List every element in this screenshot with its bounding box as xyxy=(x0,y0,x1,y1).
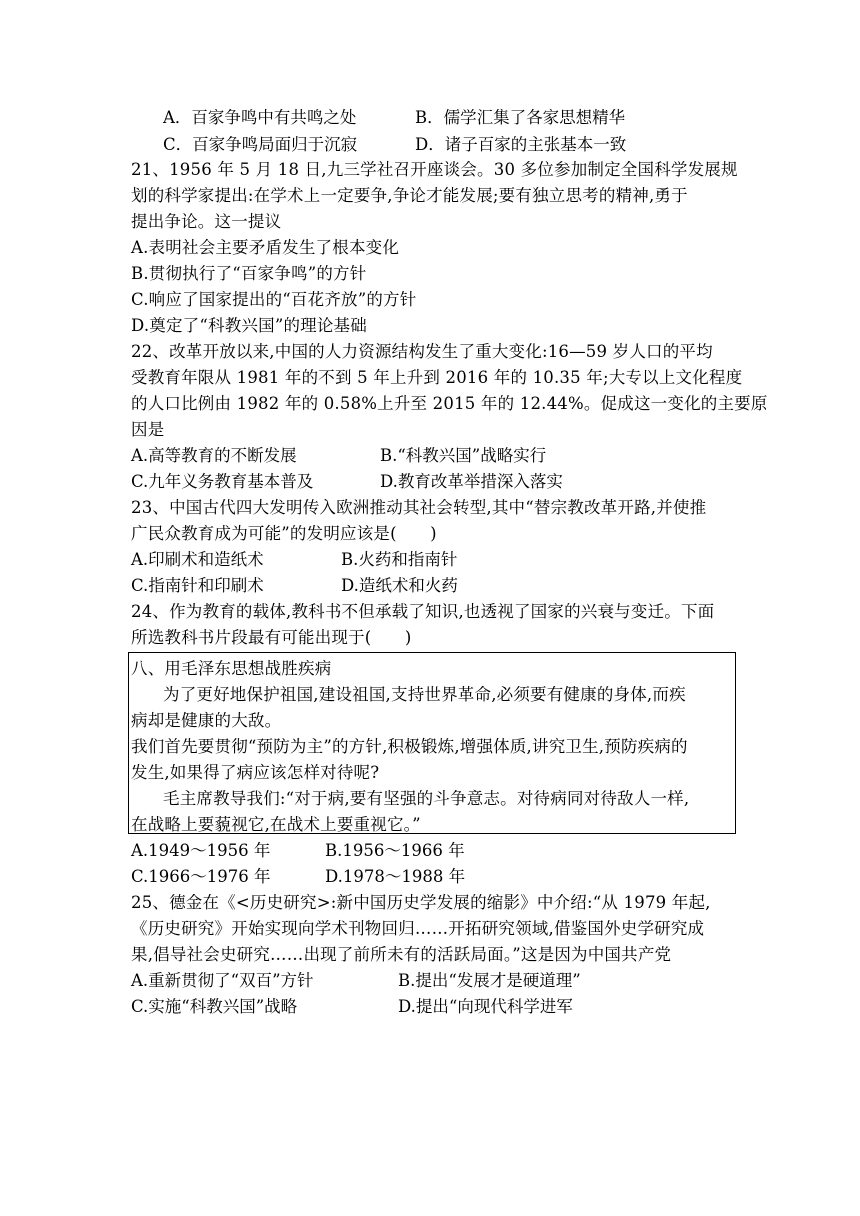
q21-stem-line-3: 提出争论。这一提议 xyxy=(131,212,282,231)
q23-stem-line-1: 23、中国古代四大发明传入欧洲推动其社会转型,其中“替宗教改革开路,并使推 xyxy=(131,498,707,517)
q25-stem-line-3: 果,倡导社会史研究……出现了前所未有的活跃局面。”这是因为中国共产党 xyxy=(131,945,672,964)
q22-stem-line-1: 22、改革开放以来,中国的人力资源结构发生了重大变化:16—59 岁人口的平均 xyxy=(131,342,713,361)
q21-stem-line-2: 划的科学家提出:在学术上一定要争,争论才能发展;要有独立思考的精神,勇于 xyxy=(131,186,688,205)
q25-option-a: A.重新贯彻了“双百”方针 xyxy=(131,971,314,990)
excerpt-paragraph-1: 为了更好地保护祖国,建设祖国,支持世界革命,必须要有健康的身体,而疾 xyxy=(163,685,686,704)
q23-option-d: D.造纸术和火药 xyxy=(341,576,458,595)
q23-option-c: C.指南针和印刷术 xyxy=(131,576,264,595)
prev-option-a: A．百家争鸣中有共鸣之处 xyxy=(163,108,357,127)
excerpt-paragraph-2-cont: 发生,如果得了病应该怎样对待呢? xyxy=(131,763,380,782)
q22-stem-line-3: 的人口比例由 1982 年的 0.58%上升至 2015 年的 12.44%。促成这一变化的主要原 xyxy=(131,394,768,413)
q21-option-d: D.奠定了“科教兴国”的理论基础 xyxy=(131,316,367,335)
q22-option-a: A.高等教育的不断发展 xyxy=(131,446,297,465)
q22-option-d: D.教育改革举措深入落实 xyxy=(380,472,563,491)
q21-option-a: A.表明社会主要矛盾发生了根本变化 xyxy=(131,238,400,257)
excerpt-paragraph-2: 我们首先要贯彻“预防为主”的方针,积极锻炼,增强体质,讲究卫生,预防疾病的 xyxy=(131,737,688,756)
q21-stem-line-1: 21、1956 年 5 月 18 日,九三学社召开座谈会。30 多位参加制定全国科学发展规 xyxy=(131,160,738,179)
q24-stem-line-1: 24、作为教育的载体,教科书不但承载了知识,也透视了国家的兴衰与变迁。下面 xyxy=(131,602,715,621)
q25-stem-line-1: 25、德金在《<历史研究>:新中国历史学发展的缩影》中介绍:“从 1979 年起, xyxy=(131,893,711,912)
excerpt-title: 八、用毛泽东思想战胜疾病 xyxy=(131,659,332,678)
q24-option-d: D.1978～1988 年 xyxy=(325,867,466,886)
q25-option-c: C.实施“科教兴国”战略 xyxy=(131,997,298,1016)
q23-option-a: A.印刷术和造纸术 xyxy=(131,550,264,569)
q24-option-b: B.1956～1966 年 xyxy=(325,841,465,860)
excerpt-paragraph-1-cont: 病却是健康的大敌。 xyxy=(131,711,282,730)
q21-option-b: B.贯彻执行了“百家争鸣”的方针 xyxy=(131,264,367,283)
excerpt-paragraph-3: 毛主席教导我们:“对于病,要有坚强的斗争意志。对待病同对待敌人一样, xyxy=(163,789,690,808)
prev-option-c: C．百家争鸣局面归于沉寂 xyxy=(163,135,358,154)
q22-option-b: B.“科教兴国”战略实行 xyxy=(380,446,547,465)
q25-option-b: B.提出“发展才是硬道理” xyxy=(398,971,581,990)
q23-option-b: B.火药和指南针 xyxy=(341,550,458,569)
q25-option-d: D.提出“向现代科学进军 xyxy=(398,997,573,1016)
q21-option-c: C.响应了国家提出的“百花齐放”的方针 xyxy=(131,290,417,309)
prev-option-d: D．诸子百家的主张基本一致 xyxy=(415,135,627,154)
q23-stem-line-2: 广民众教育成为可能”的发明应该是( ) xyxy=(131,524,437,543)
q24-stem-line-2: 所选教科书片段最有可能出现于( ) xyxy=(131,628,412,647)
prev-option-b: B．儒学汇集了各家思想精华 xyxy=(415,108,626,127)
q25-stem-line-2: 《历史研究》开始实现向学术刊物回归……开拓研究领域,借鉴国外史学研究成 xyxy=(131,919,705,938)
q22-option-c: C.九年义务教育基本普及 xyxy=(131,472,314,491)
q22-stem-line-2: 受教育年限从 1981 年的不到 5 年上升到 2016 年的 10.35 年;大专以上文化程度 xyxy=(131,368,743,387)
q24-option-a: A.1949～1956 年 xyxy=(131,841,271,860)
excerpt-paragraph-3-cont: 在战略上要藐视它,在战术上要重视它。” xyxy=(131,815,421,834)
q24-option-c: C.1966～1976 年 xyxy=(131,867,271,886)
q22-stem-line-4: 因是 xyxy=(131,420,165,439)
